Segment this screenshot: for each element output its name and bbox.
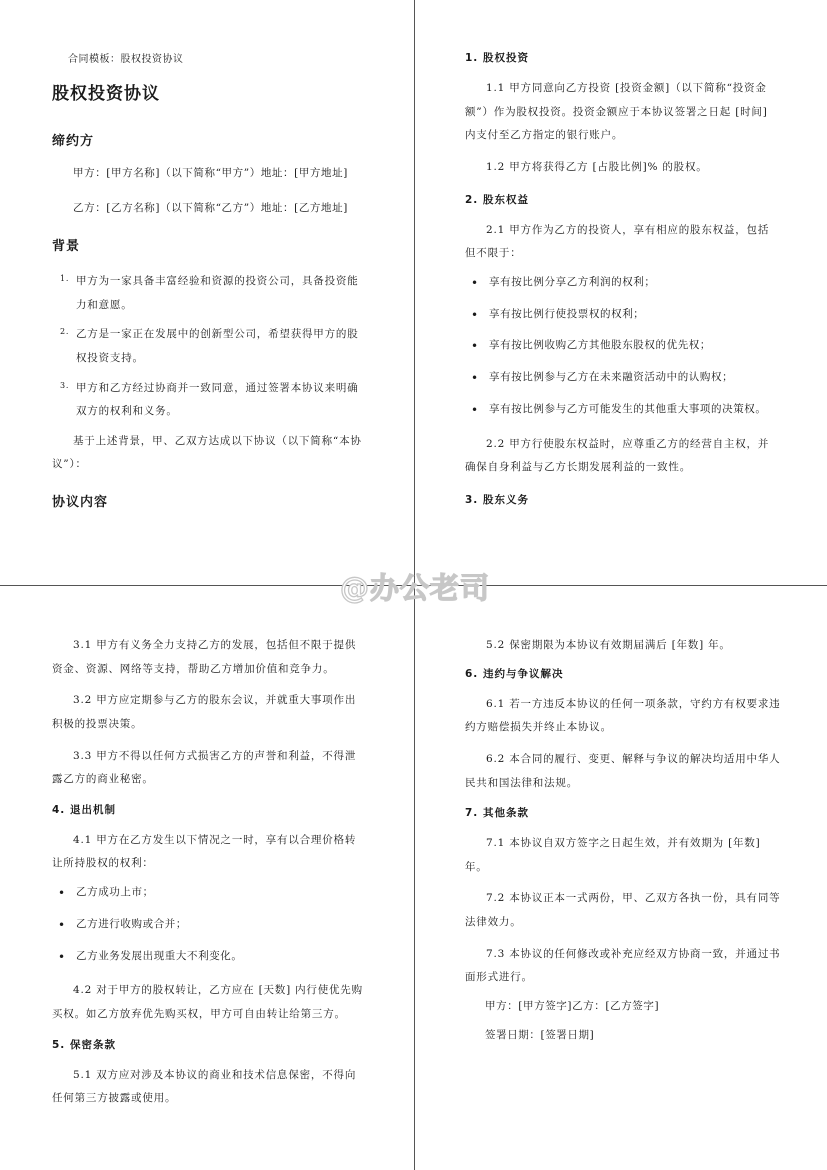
document-title: 股权投资协议 (52, 84, 160, 104)
background-heading: 背景 (52, 239, 81, 254)
clause-1-2: 1.2 甲方将获得乙方 [占股比例]% 的股权。 (486, 160, 708, 173)
section-2-heading: 2. 股东权益 (465, 193, 529, 206)
list-item (52, 377, 362, 424)
clause-7-2: 7.2 本协议正本一式两份，甲、乙双方各执一份，具有同等法律效力。 (465, 892, 781, 928)
list-item: • 享有按比例收购乙方其他股东股权的优先权； (465, 337, 779, 354)
clause-3-3: 3.3 甲方不得以任何方式损害乙方的声誉和利益，不得泄露乙方的商业秘密。 (52, 749, 357, 786)
page-1 (0, 0, 414, 585)
clause-2-1: 2.1 甲方作为乙方的投资人，享有相应的股东权益，包括但不限于： (465, 223, 770, 260)
list-item-text: 甲方和乙方经过协商并一致同意，通过签署本协议来明确双方的权利和义务。 (76, 381, 359, 418)
clause-4-2: 4.2 对于甲方的股权转让，乙方应在 [天数] 内行使优先购买权。如乙方放弃优先购买权，甲方可自由转让给第三方。 (52, 984, 363, 1021)
list-item: • 乙方成功上市； (52, 884, 364, 901)
clause-5-1: 5.1 双方应对涉及本协议的商业和技术信息保密，不得向任何第三方披露或使用。 (52, 1068, 357, 1105)
exit-conditions-list (52, 884, 364, 964)
list-item (52, 323, 362, 370)
party-a-line: 甲方：[甲方名称]（以下简称“甲方”）地址：[甲方地址] (73, 167, 348, 179)
party-b-line: 乙方：[乙方名称]（以下简称“乙方”）地址：[乙方地址] (73, 202, 348, 214)
background-list (52, 270, 362, 424)
section-4-heading: 4. 退出机制 (52, 803, 116, 816)
signature-line: 甲方：[甲方签字]乙方：[乙方签字] (485, 999, 660, 1012)
list-number: 3. (60, 380, 70, 390)
clause-3-1: 3.1 甲方有义务全力支持乙方的发展，包括但不限于提供资金、资源、网络等支持，帮助乙方增加价值和竞争力。 (52, 639, 357, 675)
section-1-heading: 1. 股权投资 (465, 52, 529, 64)
list-number: 2. (60, 327, 70, 337)
list-item: • 享有按比例行使投票权的权利； (465, 306, 779, 323)
section-3-heading: 3. 股东义务 (465, 493, 529, 506)
list-number: 1. (60, 274, 70, 283)
list-item: • 享有按比例参与乙方在未来融资活动中的认购权； (465, 369, 779, 386)
section-5-heading: 5. 保密条款 (52, 1038, 116, 1051)
shareholder-rights-list (465, 274, 779, 418)
clause-7-3: 7.3 本协议的任何修改或补充应经双方协商一致，并通过书面形式进行。 (465, 947, 781, 984)
clause-1-1: 1.1 甲方同意向乙方投资 [投资金额]（以下简称“投资金额”）作为股权投资。投资金额应于本协议签署之日起 [时间] 内支付至乙方指定的银行账户。 (465, 82, 768, 142)
list-item: • 享有按比例参与乙方可能发生的其他重大事项的决策权。 (465, 401, 779, 418)
section-6-heading: 6. 违约与争议解决 (465, 667, 564, 680)
section-7-heading: 7. 其他条款 (465, 807, 529, 820)
page-4 (415, 586, 827, 1170)
clause-7-1: 7.1 本协议自双方签字之日起生效，并有效期为 [年数] 年。 (465, 837, 761, 873)
agreement-intro: 基于上述背景，甲、乙双方达成以下协议（以下简称“本协议”）： (52, 434, 362, 471)
clause-6-1: 6.1 若一方违反本协议的任何一项条款，守约方有权要求违约方赔偿损失并终止本协议。 (465, 697, 781, 734)
list-item: • 乙方进行收购或合并； (52, 916, 364, 933)
clause-6-2: 6.2 本合同的履行、变更、解释与争议的解决均适用中华人民共和国法律和法规。 (465, 752, 781, 789)
template-label: 合同模板：股权投资协议 (68, 54, 184, 65)
list-item-text: 甲方为一家具备丰富经验和资源的投资公司，具备投资能力和意愿。 (76, 275, 359, 311)
signing-date-line: 签署日期：[签署日期] (485, 1028, 595, 1041)
list-item: • 享有按比例分享乙方利润的权利； (465, 274, 779, 291)
clause-5-2: 5.2 保密期限为本协议有效期届满后 [年数] 年。 (486, 639, 731, 651)
page-3 (0, 586, 414, 1170)
content-heading: 协议内容 (52, 495, 109, 510)
list-item-text: 乙方是一家正在发展中的创新型公司，希望获得甲方的股权投资支持。 (76, 328, 359, 364)
clause-4-1: 4.1 甲方在乙方发生以下情况之一时，享有以合理价格转让所持股权的权利： (52, 833, 357, 870)
watermark: @办公老司 (339, 571, 490, 605)
page-2 (415, 0, 827, 585)
clause-3-2: 3.2 甲方应定期参与乙方的股东会议，并就重大事项作出积极的投票决策。 (52, 694, 357, 730)
parties-heading: 缔约方 (52, 134, 95, 149)
list-item (52, 270, 362, 317)
clause-2-2: 2.2 甲方行使股东权益时，应尊重乙方的经营自主权，并确保自身利益与乙方长期发展利益的一致性。 (465, 437, 770, 474)
list-item: • 乙方业务发展出现重大不利变化。 (52, 948, 364, 965)
